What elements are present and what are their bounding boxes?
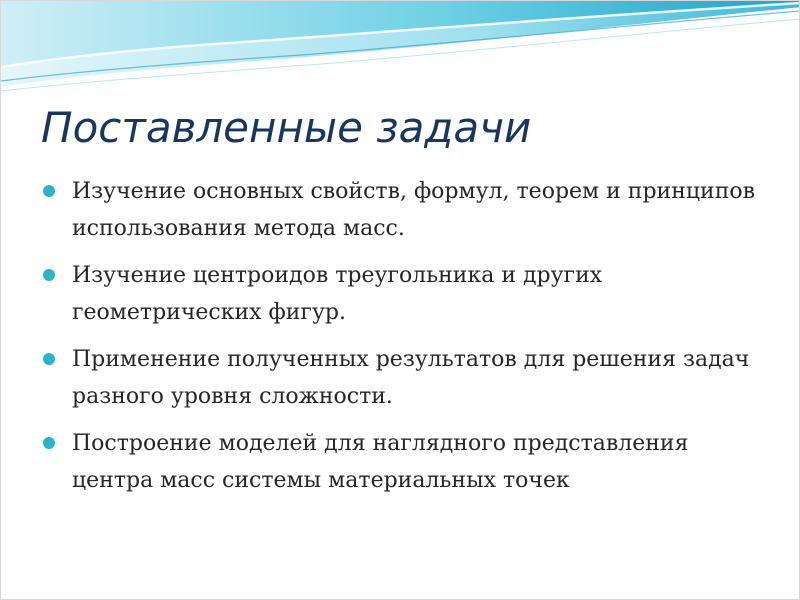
bullet-text: Изучение центроидов треугольника и других геометрических фигур.: [72, 263, 603, 325]
bullet-dot-icon: [43, 269, 55, 281]
bullet-dot-icon: [43, 437, 55, 449]
slide-title: Поставленные задачи: [41, 103, 532, 152]
bullet-text: Изучение основных свойств, формул, теорем и принципов использования метода масс.: [72, 179, 755, 241]
bullet-list: [41, 173, 761, 509]
bullet-text: Построение моделей для наглядного представления центра масс системы материальных точек: [72, 431, 689, 493]
bullet-item: [41, 425, 761, 499]
bullet-item: [41, 173, 761, 247]
decorative-wave-header: [1, 1, 800, 101]
bullet-item: [41, 257, 761, 331]
bullet-dot-icon: [43, 353, 55, 365]
bullet-text: Применение полученных результатов для решения задач разного уровня сложности.: [72, 347, 750, 409]
bullet-item: [41, 341, 761, 415]
bullet-dot-icon: [43, 185, 55, 197]
